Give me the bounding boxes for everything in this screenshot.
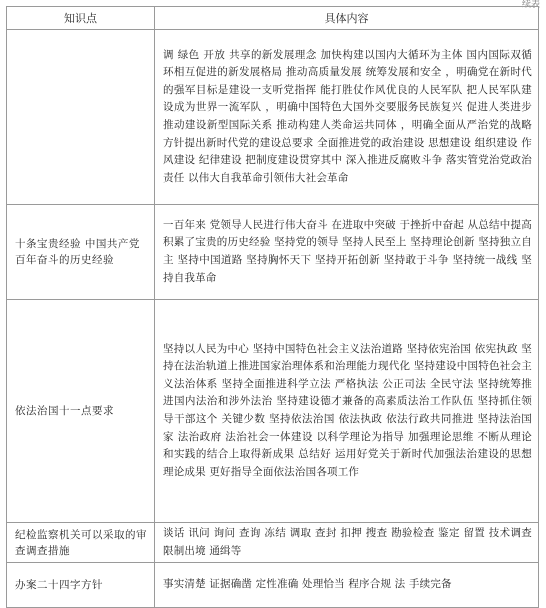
row-content: 调 绿色 开放 共享的新发展理念 加快构建以国内大循环为主体 国内国际双循环相互促进的新发展格局 推动高质量发展 统筹发展和安全 ，明确党在新时代的强军目标是建设一支听党指挥 能打胜仗作风优良的人民军队 把人民军队建设成为世界一流军队 ，明确中国特色大国外交要服务民族复兴 促进人类进步 推动建设新型国际关系 推动构建人类命运共同体 ，明确全面从严治党的战略方针提出新时代党的建设总要求 全面推进党的政治建设 思想建设 组织建设 作风建设 纪律建设 把制度建设贯穿其中 深入推进反腐败斗争 落实管党治党政治责任 以伟大自我革命引领伟大社会革命 <box>155 30 539 205</box>
table-row <box>7 563 539 608</box>
table-header-row <box>7 7 539 30</box>
row-topic <box>7 30 155 205</box>
continued-table-mark: 续表 <box>521 0 540 10</box>
row-content: 谈话 讯问 询问 查询 冻结 调取 查封 扣押 搜查 勘验检查 鉴定 留置 技术调查 限制出境 通缉等 <box>155 523 539 563</box>
table-row <box>7 205 539 300</box>
header-knowledge-point: 知识点 <box>7 7 155 30</box>
table-row <box>7 30 539 205</box>
header-specific-content: 具体内容 <box>155 7 539 30</box>
row-topic: 纪检监察机关可以采取的审查调查措施 <box>7 523 155 563</box>
table-row <box>7 300 539 523</box>
knowledge-table <box>6 6 539 608</box>
row-content: 坚持以人民为中心 坚持中国特色社会主义法治道路 坚持依宪治国 依宪执政 坚持在法治轨道上推进国家治理体系和治理能力现代化 坚持建设中国特色社会主义法治体系 坚持全面推进科学立法 严格执法 公正司法 全民守法 坚持统筹推进国内法治和涉外法治 坚持建设德才兼备的高素质法治工作队伍 坚持抓住领导干部这个 关键少数 坚持依法治国 依法执政 依法行政共同推进 坚持法治国家 法治政府 法治社会一体建设 以科学理论为指导 加强理论思维 不断从理论和实践的结合上取得新成果 总结好 运用好党关于新时代加强法治建设的思想理论成果 更好指导全面依法治国各项工作 <box>155 300 539 523</box>
row-topic: 办案二十四字方针 <box>7 563 155 608</box>
row-topic: 十条宝贵经验 中国共产党百年奋斗的历史经验 <box>7 205 155 300</box>
row-topic: 依法治国十一点要求 <box>7 300 155 523</box>
row-content: 一百年来 党领导人民进行伟大奋斗 在进取中突破 于挫折中奋起 从总结中提高 积累了宝贵的历史经验 坚持党的领导 坚持人民至上 坚持理论创新 坚持独立自主 坚持中国道路 坚持胸怀天下 坚持开拓创新 坚持敢于斗争 坚持统一战线 坚持自我革命 <box>155 205 539 300</box>
table-row <box>7 523 539 563</box>
row-content: 事实清楚 证据确凿 定性准确 处理恰当 程序合规 法 手续完备 <box>155 563 539 608</box>
